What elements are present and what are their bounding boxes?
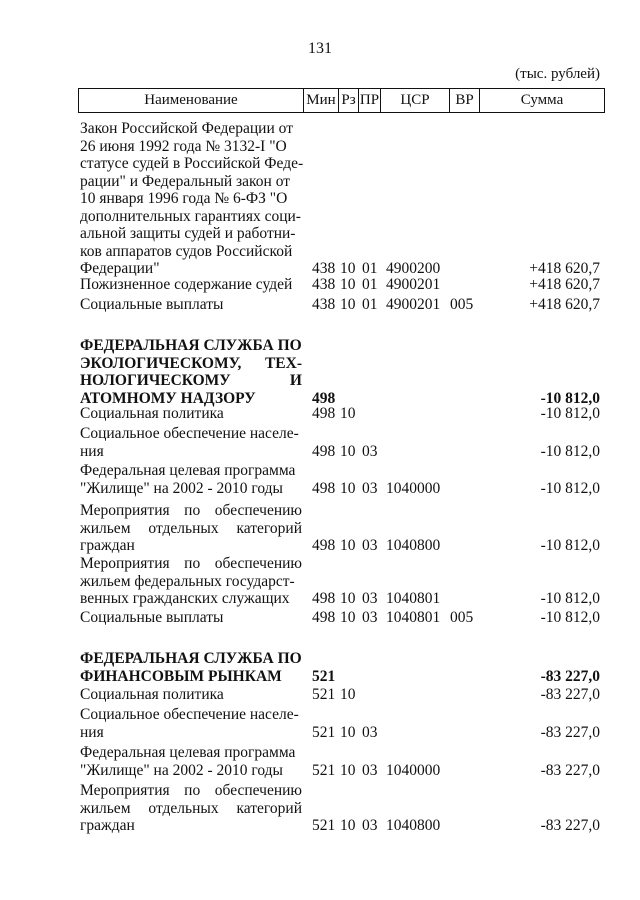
cell-rz: 10 bbox=[340, 590, 356, 607]
cell-sum: -83 227,0 bbox=[540, 686, 600, 703]
row-name-line: ФИНАНСОВЫМ РЫНКАМ bbox=[80, 667, 282, 685]
cell-min: 498 bbox=[312, 389, 336, 407]
cell-rz: 10 bbox=[340, 260, 356, 277]
cell-vr: 005 bbox=[450, 609, 474, 626]
cell-sum: -10 812,0 bbox=[540, 389, 600, 407]
row-name bbox=[80, 462, 302, 497]
row-name-line: НОЛОГИЧЕСКОМУ И bbox=[80, 372, 302, 389]
cell-rz: 10 bbox=[340, 537, 356, 554]
cell-rz: 10 bbox=[340, 442, 356, 460]
row-name-line: граждан bbox=[80, 537, 135, 554]
row-name-line: АТОМНОМУ НАДЗОРУ bbox=[80, 389, 256, 407]
row-name-line: Социальная политика bbox=[80, 686, 224, 703]
row-name bbox=[80, 120, 302, 278]
header-vr: ВР bbox=[449, 89, 479, 112]
cell-csr: 4900201 bbox=[386, 276, 441, 293]
row-name-line: Мероприятия по обеспечению bbox=[80, 782, 302, 799]
cell-csr: 1040000 bbox=[386, 479, 441, 497]
cell-min: 498 bbox=[312, 609, 336, 626]
cell-sum: +418 620,7 bbox=[529, 296, 600, 313]
row-name-line: ния bbox=[80, 442, 104, 460]
cell-pr: 01 bbox=[362, 296, 378, 313]
row-name bbox=[80, 650, 302, 685]
row-name-line: Федеральная целевая программа bbox=[80, 744, 296, 761]
cell-min: 521 bbox=[312, 761, 336, 779]
row-name-line: Социальная политика bbox=[80, 405, 224, 422]
row-name-line: Федерации" bbox=[80, 260, 160, 277]
cell-min: 521 bbox=[312, 667, 336, 685]
cell-pr: 01 bbox=[362, 260, 378, 277]
row-name bbox=[80, 706, 302, 741]
cell-pr: 03 bbox=[362, 442, 378, 460]
cell-min: 498 bbox=[312, 479, 336, 497]
row-name bbox=[80, 405, 302, 423]
cell-sum: -83 227,0 bbox=[540, 761, 600, 779]
header-rz: Рз bbox=[338, 89, 358, 112]
cell-rz: 10 bbox=[340, 479, 356, 497]
cell-sum: -83 227,0 bbox=[540, 723, 600, 741]
row-name-line: граждан bbox=[80, 817, 135, 834]
cell-vr: 005 bbox=[450, 296, 474, 313]
cell-rz: 10 bbox=[340, 405, 356, 422]
cell-pr: 03 bbox=[362, 537, 378, 554]
row-name bbox=[80, 782, 302, 835]
row-name-line: Закон Российской Федерации от bbox=[80, 120, 293, 137]
cell-min: 438 bbox=[312, 260, 336, 277]
header-min: Мин bbox=[303, 89, 338, 112]
header-pr: ПР bbox=[358, 89, 380, 112]
row-name-line: Пожизненное содержание судей bbox=[80, 276, 293, 293]
cell-min: 438 bbox=[312, 276, 336, 293]
row-name-line: ния bbox=[80, 723, 104, 741]
cell-sum: -10 812,0 bbox=[540, 405, 600, 422]
cell-csr: 1040801 bbox=[386, 590, 441, 607]
cell-csr: 1040000 bbox=[386, 761, 441, 779]
page-number: 131 bbox=[308, 40, 332, 57]
cell-min: 438 bbox=[312, 296, 336, 313]
row-name-line: рации" и Федеральный закон от bbox=[80, 172, 291, 190]
row-name-line: жильем отдельных категорий bbox=[80, 519, 302, 537]
row-name-line: ЭКОЛОГИЧЕСКОМУ, ТЕХ- bbox=[80, 354, 302, 372]
cell-pr: 03 bbox=[362, 817, 378, 834]
cell-rz: 10 bbox=[340, 761, 356, 779]
cell-min: 498 bbox=[312, 442, 336, 460]
cell-min: 498 bbox=[312, 590, 336, 607]
row-name-line: венных гражданских служащих bbox=[80, 590, 290, 607]
cell-min: 521 bbox=[312, 723, 336, 741]
row-name bbox=[80, 609, 302, 627]
row-name bbox=[80, 555, 302, 608]
cell-rz: 10 bbox=[340, 276, 356, 293]
cell-min: 521 bbox=[312, 686, 336, 703]
table-header bbox=[78, 88, 605, 113]
cell-pr: 01 bbox=[362, 276, 378, 293]
header-csr: ЦСР bbox=[380, 89, 449, 112]
cell-csr: 1040801 bbox=[386, 609, 441, 626]
cell-pr: 03 bbox=[362, 590, 378, 607]
cell-min: 498 bbox=[312, 537, 336, 554]
cell-csr: 1040800 bbox=[386, 817, 441, 834]
row-name-line: жильем федеральных государст- bbox=[80, 572, 295, 590]
row-name-line: 10 января 1996 года № 6-ФЗ "О bbox=[80, 190, 288, 207]
cell-min: 521 bbox=[312, 817, 336, 834]
row-name-line: ков аппаратов судов Российской bbox=[80, 242, 293, 260]
row-name-line: статусе судей в Российской Феде- bbox=[80, 155, 304, 172]
units-label: (тыс. рублей) bbox=[515, 66, 600, 82]
cell-rz: 10 bbox=[340, 817, 356, 834]
row-name-line: жильем отдельных категорий bbox=[80, 799, 302, 817]
row-name-line: Мероприятия по обеспечению bbox=[80, 555, 302, 572]
row-name-line: ФЕДЕРАЛЬНАЯ СЛУЖБА ПО bbox=[80, 650, 302, 667]
cell-sum: -10 812,0 bbox=[540, 590, 600, 607]
header-name: Наименование bbox=[144, 92, 238, 108]
row-name bbox=[80, 744, 302, 779]
row-name-line: Социальное обеспечение населе- bbox=[80, 706, 299, 723]
row-name bbox=[80, 276, 302, 294]
cell-pr: 03 bbox=[362, 479, 378, 497]
row-name-line: дополнительных гарантиях соци- bbox=[80, 207, 301, 225]
row-name-line: 26 июня 1992 года № 3132-I "О bbox=[80, 137, 287, 155]
cell-rz: 10 bbox=[340, 723, 356, 741]
cell-sum: -10 812,0 bbox=[540, 537, 600, 554]
header-sum: Сумма bbox=[479, 89, 604, 112]
cell-csr: 4900200 bbox=[386, 260, 441, 277]
row-name-line: ФЕДЕРАЛЬНАЯ СЛУЖБА ПО bbox=[80, 337, 302, 354]
row-name bbox=[80, 337, 302, 407]
row-name bbox=[80, 425, 302, 460]
cell-sum: -10 812,0 bbox=[540, 609, 600, 626]
cell-pr: 03 bbox=[362, 761, 378, 779]
row-name-line: "Жилище" на 2002 - 2010 годы bbox=[80, 479, 283, 497]
cell-sum: +418 620,7 bbox=[529, 260, 600, 277]
cell-rz: 10 bbox=[340, 296, 356, 313]
row-name-line: Социальные выплаты bbox=[80, 296, 224, 313]
cell-sum: -83 227,0 bbox=[540, 667, 600, 685]
cell-min: 498 bbox=[312, 405, 336, 422]
row-name-line: Мероприятия по обеспечению bbox=[80, 502, 302, 519]
cell-pr: 03 bbox=[362, 723, 378, 741]
cell-pr: 03 bbox=[362, 609, 378, 626]
row-name-line: альной защиты судей и работни- bbox=[80, 225, 296, 242]
cell-csr: 4900201 bbox=[386, 296, 441, 313]
row-name-line: Федеральная целевая программа bbox=[80, 462, 296, 479]
cell-sum: -10 812,0 bbox=[540, 442, 600, 460]
cell-rz: 10 bbox=[340, 609, 356, 626]
cell-sum: -10 812,0 bbox=[540, 479, 600, 497]
row-name bbox=[80, 296, 302, 314]
row-name bbox=[80, 686, 302, 704]
row-name-line: Социальные выплаты bbox=[80, 609, 224, 626]
cell-csr: 1040800 bbox=[386, 537, 441, 554]
cell-sum: +418 620,7 bbox=[529, 276, 600, 293]
row-name-line: "Жилище" на 2002 - 2010 годы bbox=[80, 761, 283, 779]
row-name-line: Социальное обеспечение населе- bbox=[80, 425, 299, 442]
row-name bbox=[80, 502, 302, 555]
cell-rz: 10 bbox=[340, 686, 356, 703]
cell-sum: -83 227,0 bbox=[540, 817, 600, 834]
